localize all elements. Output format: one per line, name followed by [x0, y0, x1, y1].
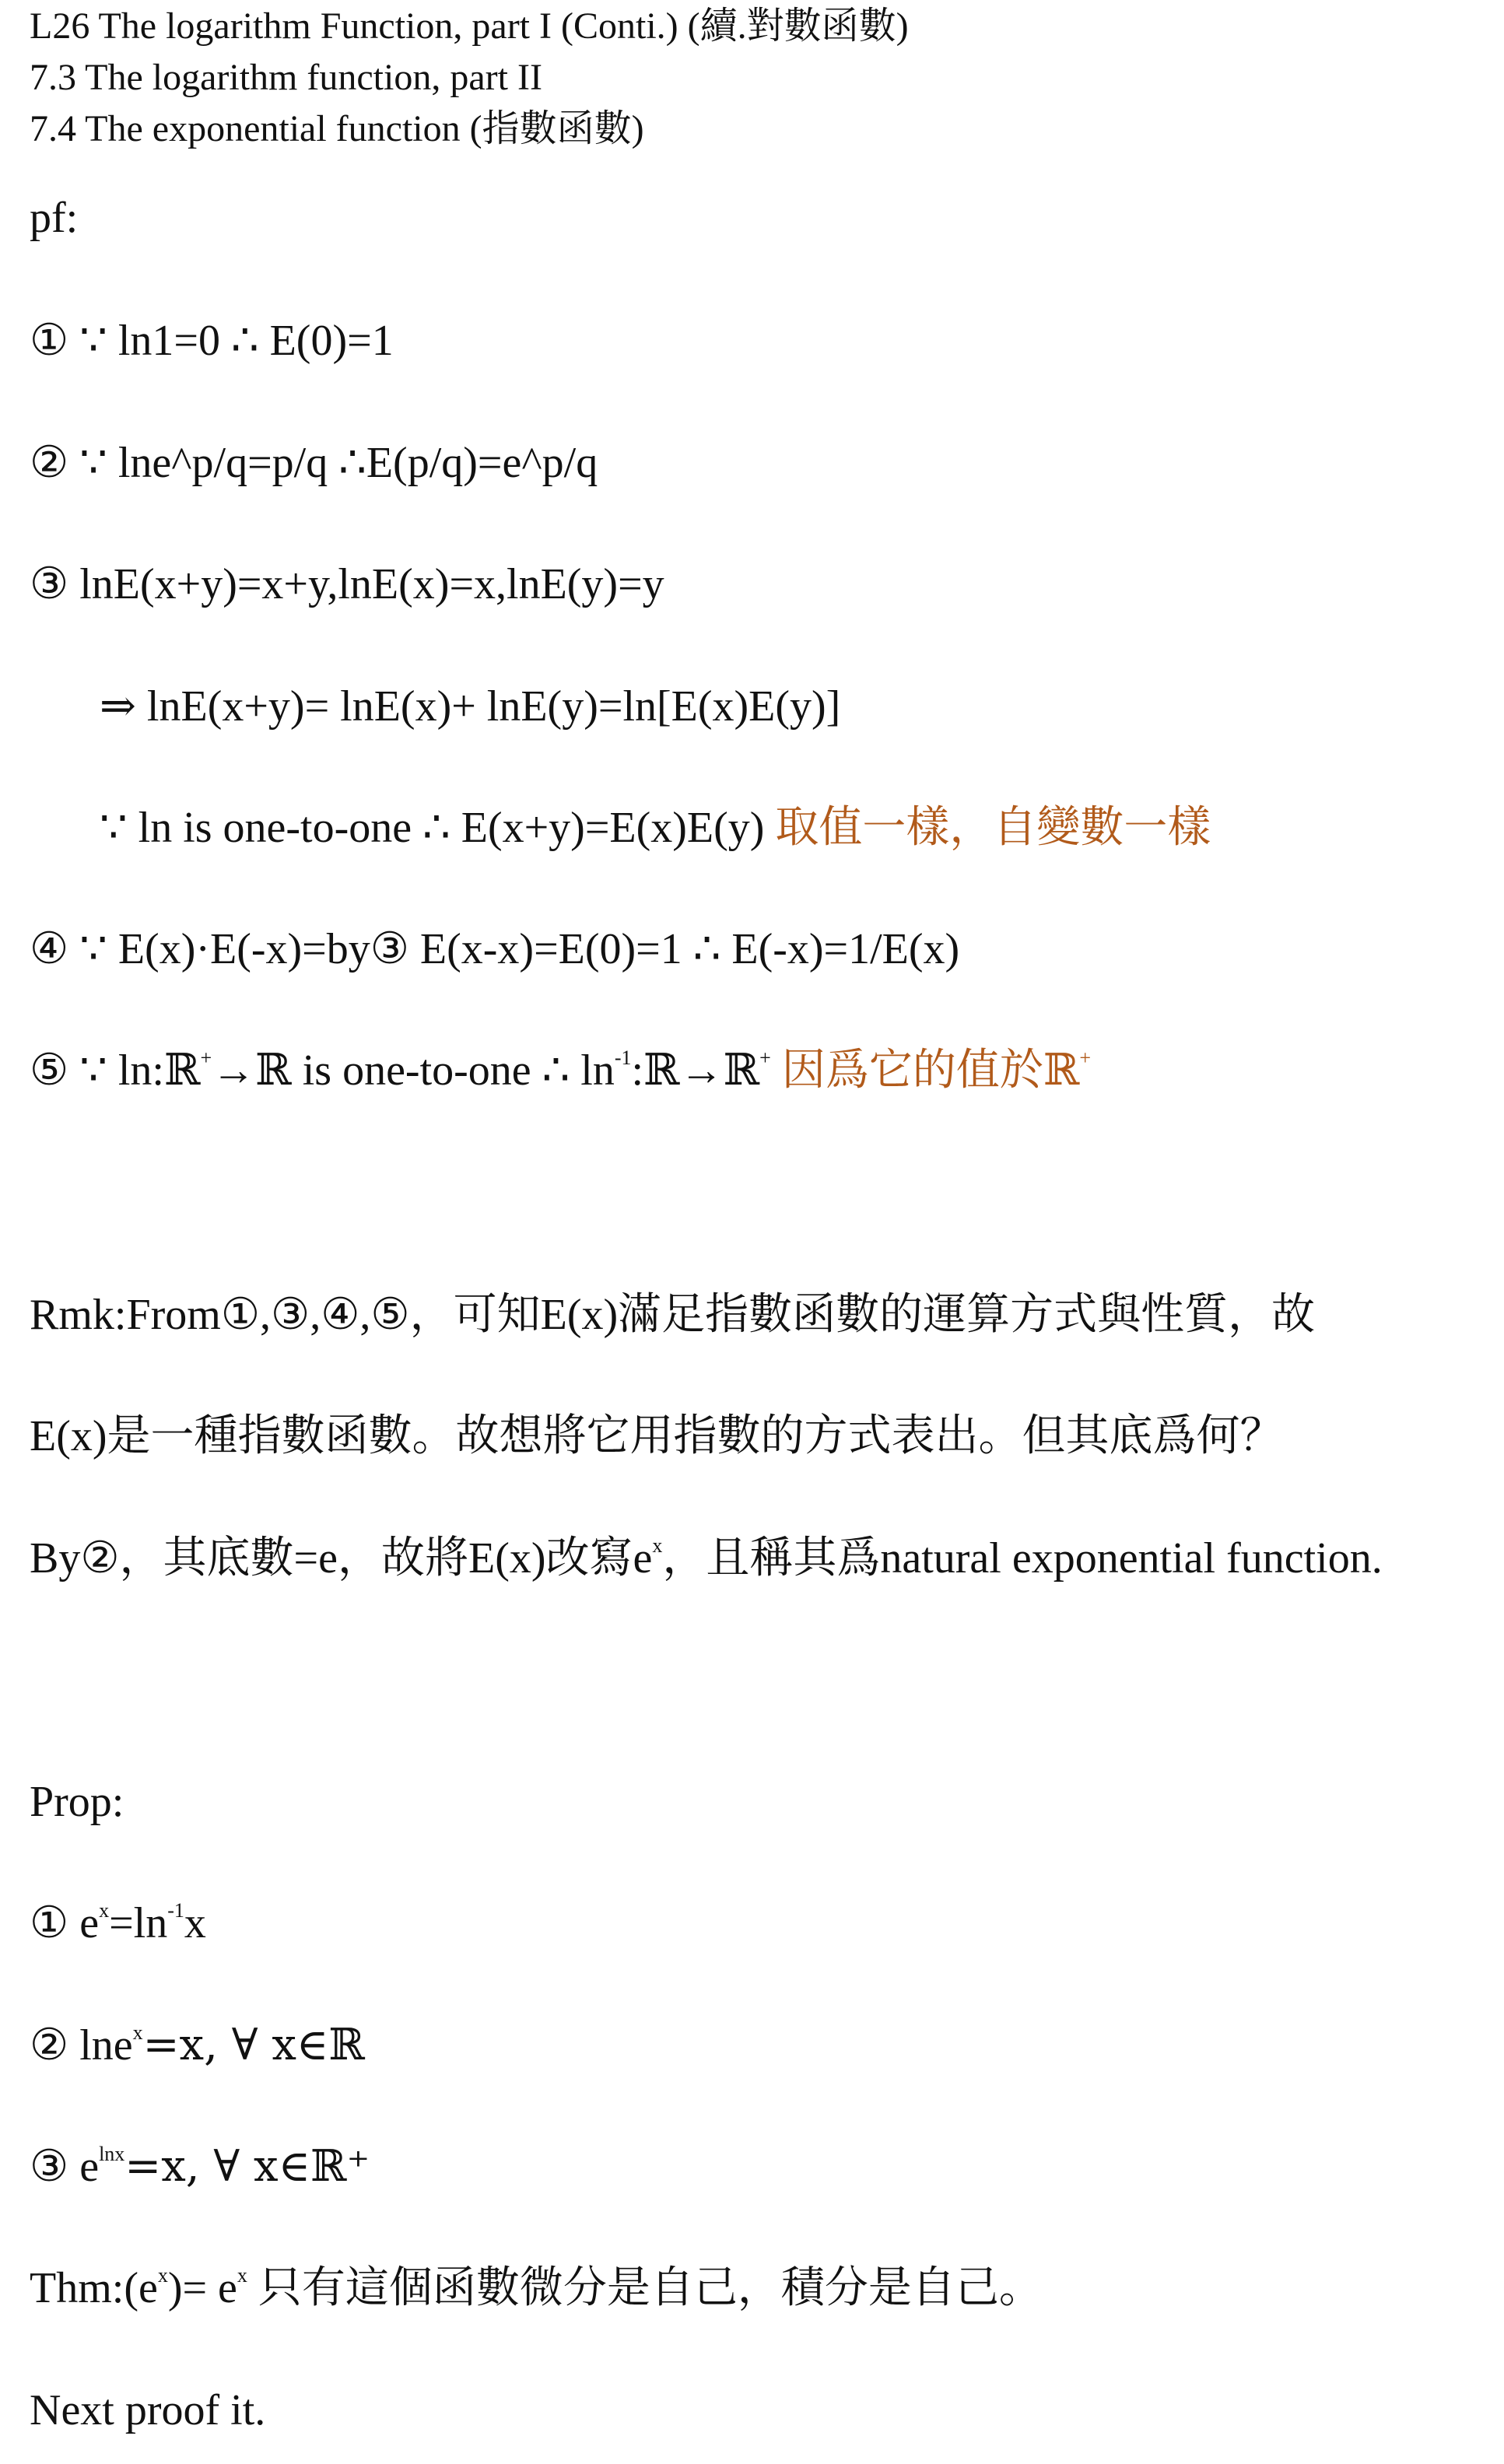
superscript-x: x — [132, 2021, 143, 2044]
proof-step-3-statement: ∵ ln is one-to-one ∴ E(x+y)=E(x)E(y) — [100, 804, 765, 852]
proof-step-3-implication: ⇒ lnE(x+y)= lnE(x)+ lnE(y)=ln[E(x)E(y)] — [100, 682, 841, 731]
proof-step-5 — [30, 1046, 1092, 1095]
superscript-minus-one: -1 — [167, 1899, 184, 1922]
superscript-x: x — [157, 2264, 168, 2287]
lecture-title: L26 The logarithm Function, part I (Conti.) (續.對數函數) — [30, 5, 909, 47]
remark-line-3-part-b: ，且稱其爲natural exponential function. — [662, 1534, 1383, 1582]
section-title-7-3: 7.3 The logarithm function, part II — [30, 57, 542, 98]
proof-step-5-note: 因爲它的值於ℝ — [770, 1046, 1080, 1095]
superscript-plus: + — [759, 1046, 771, 1069]
proof-step-5-part-a: ⑤ ∵ ln:ℝ — [30, 1046, 201, 1095]
prop-item-2-part-b: =x, ∀ x∈ℝ — [142, 2020, 365, 2070]
proof-step-5-part-b: →ℝ is one-to-one ∴ ln — [212, 1046, 615, 1095]
proof-step-3: ③ lnE(x+y)=x+y,lnE(x)=x,lnE(y)=y — [30, 560, 664, 608]
superscript-lnx: lnx — [99, 2143, 125, 2165]
prop-item-3-part-a: ③ e — [30, 2143, 100, 2191]
superscript-x: x — [237, 2264, 247, 2287]
theorem-part-c: 只有這個函數微分是自己，積分是自己。 — [247, 2264, 1043, 2312]
remark-line-2: E(x)是一種指數函數。故想將它用指數的方式表出。但其底爲何？ — [30, 1412, 1284, 1460]
remark-line-3 — [30, 1534, 1383, 1582]
prop-label: Prop: — [30, 1778, 124, 1826]
proof-step-3-conclusion — [100, 806, 1211, 850]
prop-item-2-part-a: ② lne — [30, 2021, 133, 2070]
proof-step-2: ② ∵ lne^p/q=p/q ∴E(p/q)=e^p/q — [30, 439, 598, 487]
theorem-part-b: )= e — [167, 2264, 237, 2312]
prop-item-2 — [30, 2020, 365, 2070]
superscript-minus-one: -1 — [614, 1046, 632, 1069]
proof-step-1: ① ∵ ln1=0 ∴ E(0)=1 — [30, 317, 394, 365]
remark-line-1: Rmk:From①,③,④,⑤，可知E(x)滿足指數函數的運算方式與性質，故 — [30, 1291, 1316, 1339]
next-proof-line: Next proof it. — [30, 2386, 266, 2434]
superscript-x: x — [99, 1899, 110, 1922]
theorem-part-a: Thm:(e — [30, 2264, 158, 2312]
remark-line-3-part-a: By②，其底數=e，故將E(x)改寫e — [30, 1534, 653, 1582]
section-title-7-4: 7.4 The exponential function (指數函數) — [30, 108, 644, 149]
prop-item-3 — [30, 2141, 370, 2192]
theorem-line — [30, 2266, 1043, 2310]
proof-step-3-note: 取值一樣，自變數一樣 — [775, 804, 1211, 852]
prop-item-1 — [30, 1901, 206, 1945]
proof-label: pf: — [30, 194, 79, 242]
proof-step-4: ④ ∵ E(x)·E(-x)=by③ E(x-x)=E(0)=1 ∴ E(-x)=1/E(x) — [30, 925, 960, 973]
prop-item-3-part-b: =x, ∀ x∈ℝ⁺ — [124, 2141, 370, 2192]
prop-item-1-part-a: ① e — [30, 1899, 100, 1947]
superscript-plus: + — [200, 1046, 212, 1069]
prop-item-1-part-c: x — [184, 1899, 206, 1947]
prop-item-1-part-b: =ln — [109, 1899, 168, 1947]
note-superscript-plus: + — [1079, 1046, 1092, 1069]
superscript-x: x — [652, 1534, 663, 1557]
proof-step-5-part-c: :ℝ→ℝ — [631, 1046, 760, 1095]
